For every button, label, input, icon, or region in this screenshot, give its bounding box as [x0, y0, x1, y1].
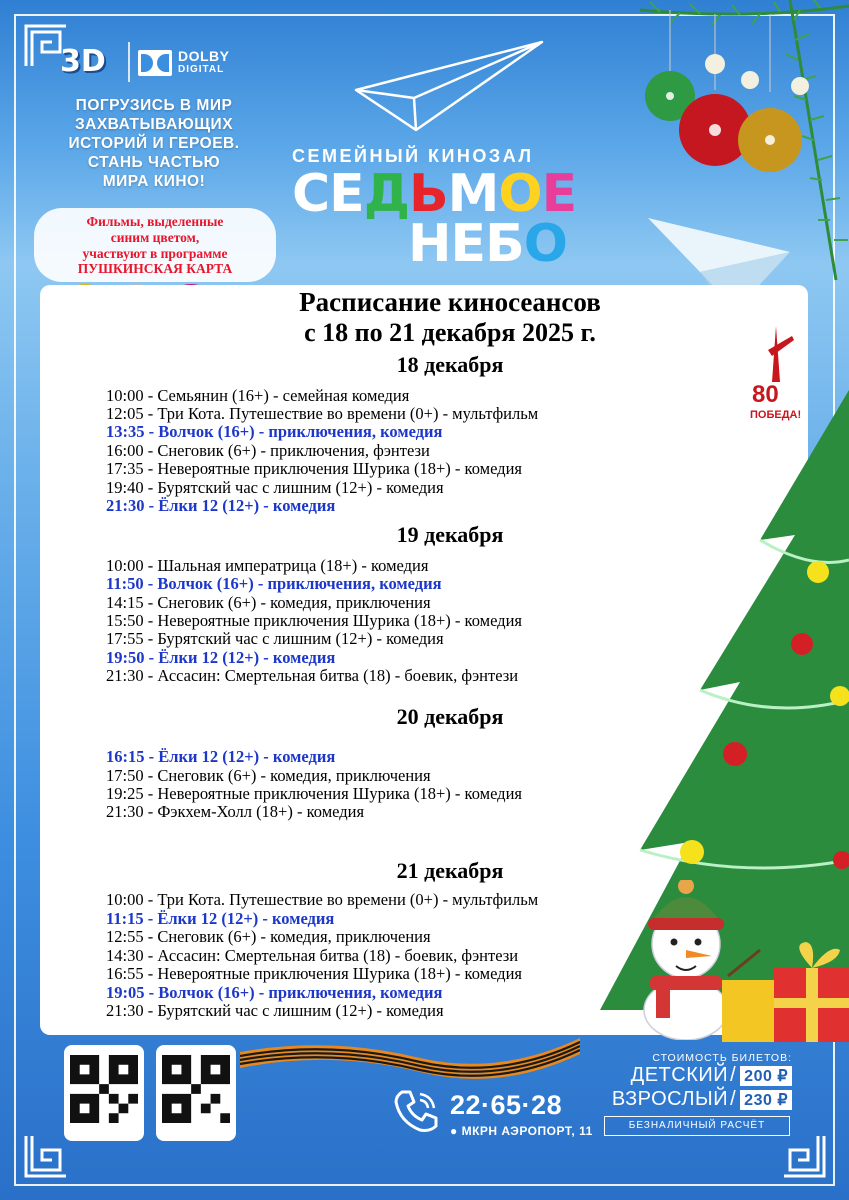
- qr-code-2[interactable]: [156, 1045, 236, 1141]
- address: [450, 1124, 593, 1138]
- dolby-label: DOLBY: [178, 48, 230, 64]
- dolby-digital-logo: [138, 48, 248, 80]
- note-line: ПУШКИНСКАЯ КАРТА: [77, 261, 233, 277]
- session-row-pushkin: 11:15 - Ёлки 12 (12+) - комедия: [106, 909, 335, 928]
- note-line: участвуют в программе: [82, 245, 228, 261]
- brand-letter: О: [523, 214, 567, 274]
- price-label: ВЗРОСЛЫЙ: [611, 1088, 729, 1110]
- brand-subtitle: СЕМЕЙНЫЙ КИНОЗАЛ: [292, 146, 534, 166]
- slogan: [40, 96, 268, 191]
- session-row-pushkin: 19:05 - Волчок (16+) - приключения, комедия: [106, 983, 443, 1002]
- pobeda-80-logo: [748, 322, 804, 422]
- session-row: 19:25 - Невероятные приключения Шурика (18+) - комедия: [106, 784, 522, 803]
- phone-icon: [390, 1086, 442, 1138]
- slogan-line: МИРА КИНО!: [102, 173, 206, 191]
- dolby-sub-label: DIGITAL: [178, 64, 225, 75]
- session-row: 16:00 - Снеговик (6+) - приключения, фэнтези: [106, 441, 430, 460]
- st-george-ribbon-decoration: [240, 1032, 580, 1088]
- pobeda-text: ПОБЕДА!: [750, 409, 802, 421]
- session-row: 10:00 - Шальная императрица (18+) - комедия: [106, 556, 429, 575]
- schedule-period: с 18 по 21 декабря 2025 г.: [304, 318, 596, 347]
- brand-letter: Д: [363, 164, 410, 224]
- brand-letter: Е: [541, 164, 577, 224]
- session-row: 10:00 - Три Кота. Путешествие во времени (0+) - мультфильм: [106, 890, 539, 909]
- session-row: 12:55 - Снеговик (6+) - комедия, приключения: [106, 927, 431, 946]
- qr-code-pattern: [162, 1055, 230, 1123]
- brand-letter: Е: [329, 164, 364, 224]
- slogan-line: СТАНЬ ЧАСТЬЮ: [87, 154, 221, 172]
- brand-name-line2: [408, 214, 567, 274]
- day-heading: 21 декабря: [396, 858, 504, 883]
- pushkin-card-note: [34, 208, 276, 282]
- brand-letter: М: [447, 164, 499, 224]
- bottom-left-ornament: [22, 1132, 70, 1180]
- price-adult: ВЗРОСЛЫЙ / 230 ₽: [598, 1088, 792, 1111]
- session-row: 15:50 - Невероятные приключения Шурика (18+) - комедия: [106, 611, 522, 630]
- brand-letter: Н: [408, 214, 451, 274]
- session-row: 17:50 - Снеговик (6+) - комедия, приключения: [106, 766, 431, 785]
- pobeda-number: 80: [752, 381, 779, 408]
- price-amount: 230 ₽: [740, 1090, 792, 1110]
- qr-code-1[interactable]: [64, 1045, 144, 1141]
- day-heading: 20 декабря: [396, 704, 504, 729]
- session-row: 21:30 - Фэкхем-Холл (18+) - комедия: [106, 802, 365, 821]
- brand-letter: Б: [485, 214, 524, 274]
- session-row: 17:35 - Невероятные приключения Шурика (18+) - комедия: [106, 459, 522, 478]
- address-text: МКРН АЭРОПОРТ, 11: [461, 1124, 593, 1138]
- slogan-line: ЗАХВАТЫВАЮЩИХ: [74, 116, 234, 134]
- logo-3d: 3D: [60, 44, 106, 79]
- session-row: 21:30 - Бурятский час с лишним (12+) - комедия: [106, 1001, 444, 1020]
- note-line: синим цветом,: [110, 229, 200, 245]
- brand-letter: С: [292, 164, 330, 224]
- phone-number[interactable]: 22·65·28: [450, 1090, 563, 1120]
- brand-name-line1: [292, 164, 577, 224]
- logo-divider: [128, 42, 130, 82]
- session-row-pushkin: 13:35 - Волчок (16+) - приключения, комедия: [106, 422, 443, 441]
- session-row: 14:15 - Снеговик (6+) - комедия, приключения: [106, 593, 431, 612]
- session-row: 17:55 - Бурятский час с лишним (12+) - комедия: [106, 629, 444, 648]
- qr-code-pattern: [70, 1055, 138, 1123]
- price-label: ДЕТСКИЙ: [630, 1064, 729, 1086]
- brand-letter: Ь: [409, 164, 448, 224]
- slogan-line: ИСТОРИЙ И ГЕРОЕВ.: [68, 135, 240, 153]
- session-row: 14:30 - Ассасин: Смертельная битва (18) - боевик, фэнтези: [106, 946, 519, 965]
- price-amount: 200 ₽: [740, 1066, 792, 1086]
- session-row-pushkin: 16:15 - Ёлки 12 (12+) - комедия: [106, 747, 336, 766]
- schedule-title: Расписание киносеансов: [299, 287, 601, 317]
- brand-letter: Е: [450, 214, 486, 274]
- note-line: Фильмы, выделенные: [86, 214, 224, 229]
- paper-plane-logo-icon: [350, 38, 550, 134]
- brand-letter: О: [498, 164, 542, 224]
- session-row-pushkin: 19:50 - Ёлки 12 (12+) - комедия: [106, 648, 336, 667]
- session-row: 21:30 - Ассасин: Смертельная битва (18) - боевик, фэнтези: [106, 666, 519, 685]
- session-row: 12:05 - Три Кота. Путешествие во времени (0+) - мультфильм: [106, 404, 539, 423]
- gift-box-decoration: [720, 940, 849, 1044]
- session-row-pushkin: 21:30 - Ёлки 12 (12+) - комедия: [106, 496, 336, 515]
- price-child: ДЕТСКИЙ / 200 ₽: [598, 1064, 792, 1087]
- location-pin-icon: ●: [450, 1124, 462, 1138]
- cashless-payment-badge: БЕЗНАЛИЧНЫЙ РАСЧЁТ: [604, 1116, 790, 1136]
- dolby-icon: [138, 50, 172, 76]
- prices-title: СТОИМОСТЬ БИЛЕТОВ:: [652, 1052, 792, 1064]
- day-heading: 18 декабря: [396, 352, 504, 377]
- session-row: 19:40 - Бурятский час с лишним (12+) - комедия: [106, 478, 444, 497]
- session-row-pushkin: 11:50 - Волчок (16+) - приключения, комедия: [106, 574, 442, 593]
- day-heading: 19 декабря: [396, 522, 504, 547]
- session-row: 16:55 - Невероятные приключения Шурика (18+) - комедия: [106, 964, 522, 983]
- session-row: 10:00 - Семьянин (16+) - семейная комедия: [106, 386, 410, 405]
- bottom-right-ornament: [780, 1132, 828, 1180]
- slogan-line: ПОГРУЗИСЬ В МИР: [75, 97, 233, 114]
